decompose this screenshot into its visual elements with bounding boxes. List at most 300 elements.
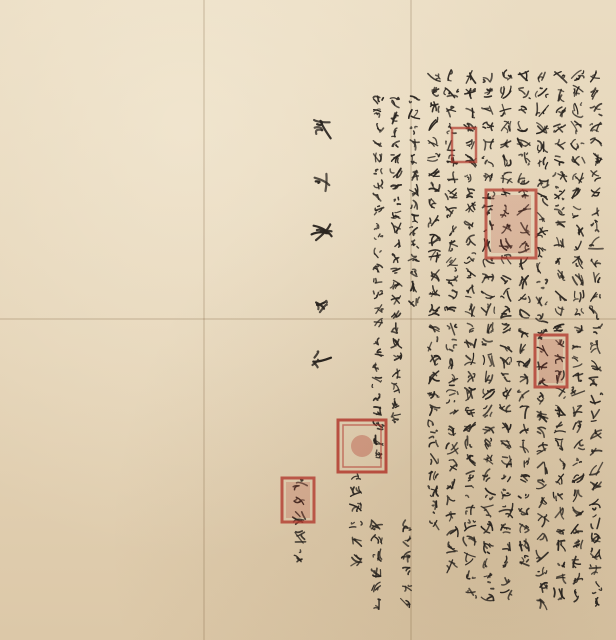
ink-stroke [599, 588, 601, 590]
ink-stroke [576, 116, 583, 118]
ink-stroke [520, 562, 522, 564]
ink-stroke [578, 230, 579, 233]
ink-stroke [449, 92, 450, 94]
ink-stroke [486, 515, 490, 517]
ink-stroke [594, 332, 597, 333]
ink-stroke [521, 350, 524, 352]
ink-stroke [575, 157, 579, 162]
ink-stroke [558, 599, 561, 600]
ink-stroke [483, 356, 484, 365]
ink-stroke [357, 479, 361, 480]
ink-stroke [469, 207, 470, 212]
ink-stroke [594, 273, 596, 282]
ink-stroke [503, 489, 505, 490]
ink-stroke [536, 574, 543, 576]
ink-stroke [574, 563, 580, 564]
ink-stroke [412, 240, 415, 242]
ink-stroke [581, 309, 583, 314]
ink-stroke [471, 331, 473, 332]
ink-stroke [351, 488, 352, 490]
ink-stroke [392, 223, 396, 233]
ink-stroke [485, 371, 486, 380]
ink-stroke [418, 99, 419, 100]
ink-stroke [593, 508, 596, 510]
ink-stroke [555, 140, 559, 144]
ink-stroke [430, 199, 432, 203]
ink-stroke [485, 142, 486, 150]
ink-stroke [591, 524, 593, 528]
ink-stroke [580, 103, 581, 106]
ink-stroke [538, 248, 540, 257]
ink-stroke [437, 396, 439, 398]
ink-stroke [450, 499, 455, 501]
ink-stroke [553, 492, 554, 498]
ink-stroke [573, 111, 576, 116]
ink-stroke [395, 273, 397, 274]
ink-stroke [432, 203, 436, 207]
ink-stroke [582, 158, 585, 163]
ink-stroke [430, 521, 432, 523]
ink-stroke [371, 535, 375, 541]
ink-stroke [520, 406, 522, 408]
ink-stroke [543, 158, 545, 165]
ink-stroke [380, 381, 381, 382]
ink-stroke [436, 474, 438, 478]
ink-stroke [465, 439, 466, 448]
ink-stroke [524, 425, 527, 433]
ink-stroke [378, 96, 379, 100]
ink-stroke [526, 159, 529, 162]
ink-stroke [575, 314, 580, 315]
ink-stroke [394, 355, 396, 356]
ink-stroke [372, 385, 373, 388]
ink-stroke [542, 586, 547, 589]
ink-stroke [377, 226, 378, 229]
red-seal-upper [486, 190, 536, 258]
ink-stroke [409, 530, 411, 531]
ink-stroke [573, 277, 578, 285]
ink-stroke [430, 408, 432, 415]
ink-stroke [543, 567, 544, 574]
ink-stroke [488, 354, 491, 355]
ink-stroke [560, 297, 561, 300]
ink-stroke [488, 582, 490, 583]
ink-stroke [529, 98, 530, 99]
ink-stroke [554, 588, 555, 597]
ink-stroke [561, 125, 565, 127]
ink-stroke [522, 107, 527, 110]
ink-stroke [382, 425, 384, 426]
ink-stroke [483, 259, 485, 267]
ink-stroke [557, 575, 565, 577]
ink-stroke [429, 250, 440, 252]
ink-stroke [554, 245, 562, 246]
ink-stroke [538, 270, 539, 272]
ink-stroke [447, 390, 456, 392]
ink-stroke [351, 522, 354, 524]
ink-stroke [590, 124, 592, 126]
ink-stroke [576, 541, 579, 542]
ink-stroke [395, 211, 401, 212]
ink-stroke [596, 341, 597, 344]
ink-stroke [521, 377, 527, 378]
ink-stroke [465, 261, 471, 263]
ink-stroke [403, 542, 408, 546]
ink-stroke [474, 339, 476, 347]
ink-stroke [413, 193, 415, 194]
ink-stroke [408, 571, 410, 574]
ink-stroke [556, 205, 558, 206]
ink-stroke [374, 268, 379, 272]
ink-stroke [560, 459, 563, 462]
ink-stroke [590, 308, 594, 313]
ink-stroke [415, 271, 417, 275]
ink-stroke [519, 361, 521, 366]
ink-stroke [447, 552, 455, 553]
ink-stroke [538, 141, 542, 148]
ink-stroke [486, 478, 489, 481]
ink-stroke [598, 278, 600, 283]
ink-stroke [485, 565, 487, 567]
ink-stroke [473, 259, 474, 261]
ink-stroke [413, 228, 417, 232]
ink-stroke [465, 523, 466, 529]
ink-stroke [396, 229, 398, 234]
ink-stroke [503, 549, 509, 550]
ink-stroke [438, 154, 439, 156]
ink-stroke [576, 309, 578, 314]
ink-stroke [540, 536, 544, 540]
ink-stroke [503, 276, 511, 280]
ink-stroke [467, 196, 472, 197]
ink-stroke [501, 113, 504, 116]
ink-stroke [519, 392, 520, 393]
ink-stroke [428, 157, 435, 158]
ink-stroke [591, 349, 596, 353]
ink-stroke [490, 297, 491, 298]
ink-stroke [350, 527, 356, 528]
ink-stroke [451, 359, 452, 368]
ink-stroke [594, 379, 597, 385]
ink-stroke [518, 496, 520, 498]
ink-stroke [393, 370, 400, 376]
ink-stroke [537, 451, 542, 452]
ink-stroke [510, 122, 511, 130]
ink-stroke [393, 254, 395, 255]
ink-stroke [508, 477, 511, 482]
ink-stroke [483, 80, 485, 83]
ink-stroke [430, 218, 431, 222]
ink-stroke [473, 374, 475, 377]
ink-stroke [490, 74, 492, 82]
ink-stroke [452, 290, 456, 292]
ink-stroke [450, 197, 457, 198]
ink-stroke [555, 430, 556, 431]
ink-stroke [490, 412, 492, 416]
ink-stroke [521, 181, 522, 183]
ink-stroke [592, 450, 602, 451]
ink-stroke [374, 608, 379, 609]
ink-stroke [373, 291, 374, 294]
ink-stroke [491, 330, 493, 332]
ink-stroke [535, 91, 537, 97]
ink-stroke [471, 486, 473, 488]
ink-stroke [594, 324, 603, 328]
ink-stroke [451, 249, 453, 251]
ink-stroke [520, 282, 522, 285]
ink-stroke [466, 471, 474, 474]
ink-stroke [563, 239, 564, 247]
ink-stroke [432, 378, 439, 381]
ink-stroke [472, 577, 475, 578]
ink-stroke [591, 343, 593, 345]
ink-stroke [595, 139, 601, 143]
ink-stroke [378, 234, 380, 237]
ink-stroke [539, 73, 542, 79]
ink-stroke [578, 490, 581, 496]
ink-stroke [507, 447, 509, 449]
ink-stroke [506, 143, 508, 147]
ink-stroke [315, 363, 318, 367]
ink-stroke [468, 571, 469, 576]
ink-stroke [483, 127, 486, 128]
ink-stroke [431, 432, 435, 433]
ink-stroke [449, 460, 453, 461]
ink-stroke [374, 99, 378, 104]
ink-stroke [378, 128, 381, 130]
ink-stroke [438, 107, 439, 112]
ink-stroke [448, 429, 452, 431]
ink-stroke [573, 346, 577, 347]
ink-stroke [466, 507, 474, 508]
ink-stroke [502, 581, 510, 585]
ink-stroke [538, 432, 541, 434]
ink-stroke [596, 582, 599, 587]
ink-stroke [466, 269, 468, 270]
ink-stroke [447, 131, 449, 134]
ink-stroke [591, 401, 601, 403]
ink-stroke [448, 542, 451, 547]
ink-stroke [581, 540, 583, 548]
ink-stroke [542, 288, 544, 289]
ink-stroke [542, 218, 544, 219]
ink-stroke [555, 156, 560, 157]
ink-stroke [536, 113, 539, 115]
ink-stroke [377, 588, 378, 590]
ink-stroke [537, 558, 540, 560]
red-seal-signature [282, 478, 314, 522]
ink-stroke [380, 251, 381, 252]
ink-stroke [537, 282, 540, 283]
ink-stroke [508, 347, 509, 348]
ink-stroke [519, 90, 525, 94]
ink-stroke [432, 272, 433, 276]
ink-stroke [470, 445, 472, 447]
ink-stroke [376, 453, 377, 456]
ink-stroke [468, 520, 470, 523]
ink-stroke [525, 556, 528, 558]
ink-stroke [375, 228, 377, 229]
ink-stroke [374, 398, 376, 400]
ink-stroke [370, 522, 371, 527]
ink-stroke [451, 324, 455, 335]
ink-stroke [562, 198, 563, 199]
ink-stroke [488, 331, 489, 332]
ink-stroke [482, 342, 486, 344]
ink-stroke [519, 154, 522, 155]
ink-stroke [431, 406, 433, 407]
ink-stroke [481, 308, 486, 312]
ink-stroke [538, 482, 543, 486]
ink-stroke [449, 433, 456, 435]
ink-stroke [545, 302, 547, 305]
ink-stroke [469, 227, 470, 229]
ink-stroke [558, 274, 560, 279]
ink-stroke [431, 105, 432, 107]
ink-stroke [485, 160, 487, 163]
ink-stroke [438, 77, 440, 79]
ink-stroke [589, 377, 597, 378]
ink-stroke [436, 441, 438, 447]
ink-stroke [488, 162, 493, 167]
ink-stroke [457, 392, 458, 395]
ink-stroke [413, 233, 415, 235]
ink-stroke [447, 95, 457, 96]
ink-stroke [401, 599, 408, 606]
ink-stroke [466, 511, 467, 514]
ink-stroke [300, 550, 301, 553]
ink-stroke [394, 421, 396, 423]
ink-stroke [505, 128, 508, 133]
ink-stroke [473, 89, 475, 91]
ink-stroke [465, 175, 467, 176]
ink-stroke [494, 307, 495, 313]
ink-stroke [301, 535, 304, 539]
ink-stroke [380, 291, 382, 294]
ink-stroke [466, 356, 470, 360]
ink-stroke [503, 172, 508, 175]
ink-stroke [457, 89, 459, 92]
ink-stroke [521, 480, 526, 483]
ink-stroke [540, 256, 541, 257]
ink-stroke [505, 556, 507, 562]
ink-stroke [433, 313, 439, 315]
ink-stroke [447, 400, 450, 403]
ink-stroke [466, 296, 471, 297]
ink-stroke [482, 275, 486, 282]
ink-stroke [449, 295, 454, 297]
ink-stroke [582, 71, 584, 74]
ink-stroke [508, 381, 510, 382]
ink-stroke [428, 160, 438, 162]
ink-stroke [508, 78, 512, 80]
ink-stroke [538, 145, 541, 151]
ink-stroke [557, 224, 562, 225]
ink-stroke [596, 230, 599, 232]
ink-stroke [467, 390, 468, 399]
ink-stroke [487, 597, 492, 599]
ink-stroke [414, 203, 416, 208]
ink-stroke [487, 213, 489, 215]
ink-stroke [500, 109, 511, 112]
ink-stroke [374, 573, 380, 576]
ink-stroke [484, 175, 486, 177]
ink-stroke [527, 153, 528, 154]
ink-stroke [485, 96, 492, 97]
ink-stroke [575, 104, 578, 114]
ink-stroke [410, 227, 413, 228]
ink-stroke [521, 310, 529, 316]
ink-stroke [537, 213, 544, 222]
ink-stroke [447, 566, 449, 569]
ink-stroke [436, 253, 437, 262]
ink-stroke [487, 552, 489, 553]
ink-stroke [452, 482, 453, 485]
ink-stroke [435, 409, 437, 411]
ink-stroke [449, 282, 452, 283]
ink-stroke [378, 429, 383, 430]
ink-stroke [377, 397, 379, 400]
ink-stroke [469, 376, 470, 378]
ink-stroke [482, 291, 484, 292]
ink-stroke [519, 88, 523, 89]
ink-stroke [510, 357, 511, 361]
ink-stroke [428, 421, 429, 427]
ink-stroke [463, 537, 466, 545]
ink-stroke [557, 577, 565, 578]
ink-stroke [563, 464, 564, 466]
ink-stroke [529, 297, 531, 303]
ink-stroke [465, 362, 475, 365]
ink-stroke [429, 442, 434, 446]
ink-stroke [378, 368, 379, 369]
ink-stroke [405, 586, 406, 591]
ink-stroke [418, 297, 420, 302]
ink-stroke [374, 154, 380, 162]
ink-stroke [394, 414, 400, 415]
ink-stroke [394, 390, 399, 392]
ink-stroke [556, 496, 557, 500]
ink-stroke [448, 497, 449, 498]
red-seal-middle [535, 335, 567, 387]
ink-stroke [591, 259, 592, 261]
ink-stroke [574, 207, 581, 210]
ink-stroke [589, 379, 593, 384]
ink-stroke [546, 280, 548, 284]
ink-stroke [558, 494, 562, 495]
ink-stroke [492, 323, 493, 330]
ink-stroke [428, 223, 431, 227]
ink-stroke [296, 531, 302, 532]
ink-stroke [590, 106, 594, 107]
ink-stroke [562, 208, 563, 210]
ink-stroke [501, 278, 505, 282]
ink-stroke [591, 76, 600, 78]
ink-stroke [538, 331, 542, 333]
ink-stroke [450, 265, 458, 266]
ink-stroke [433, 512, 434, 513]
ink-stroke [593, 504, 601, 508]
ink-stroke [500, 408, 511, 412]
ink-stroke [373, 529, 375, 530]
ink-stroke [381, 169, 382, 174]
ink-stroke [482, 157, 484, 159]
ink-stroke [374, 367, 377, 369]
ink-stroke [455, 268, 456, 271]
ink-stroke [301, 480, 303, 481]
ink-stroke [485, 293, 493, 297]
ink-stroke [352, 537, 353, 543]
